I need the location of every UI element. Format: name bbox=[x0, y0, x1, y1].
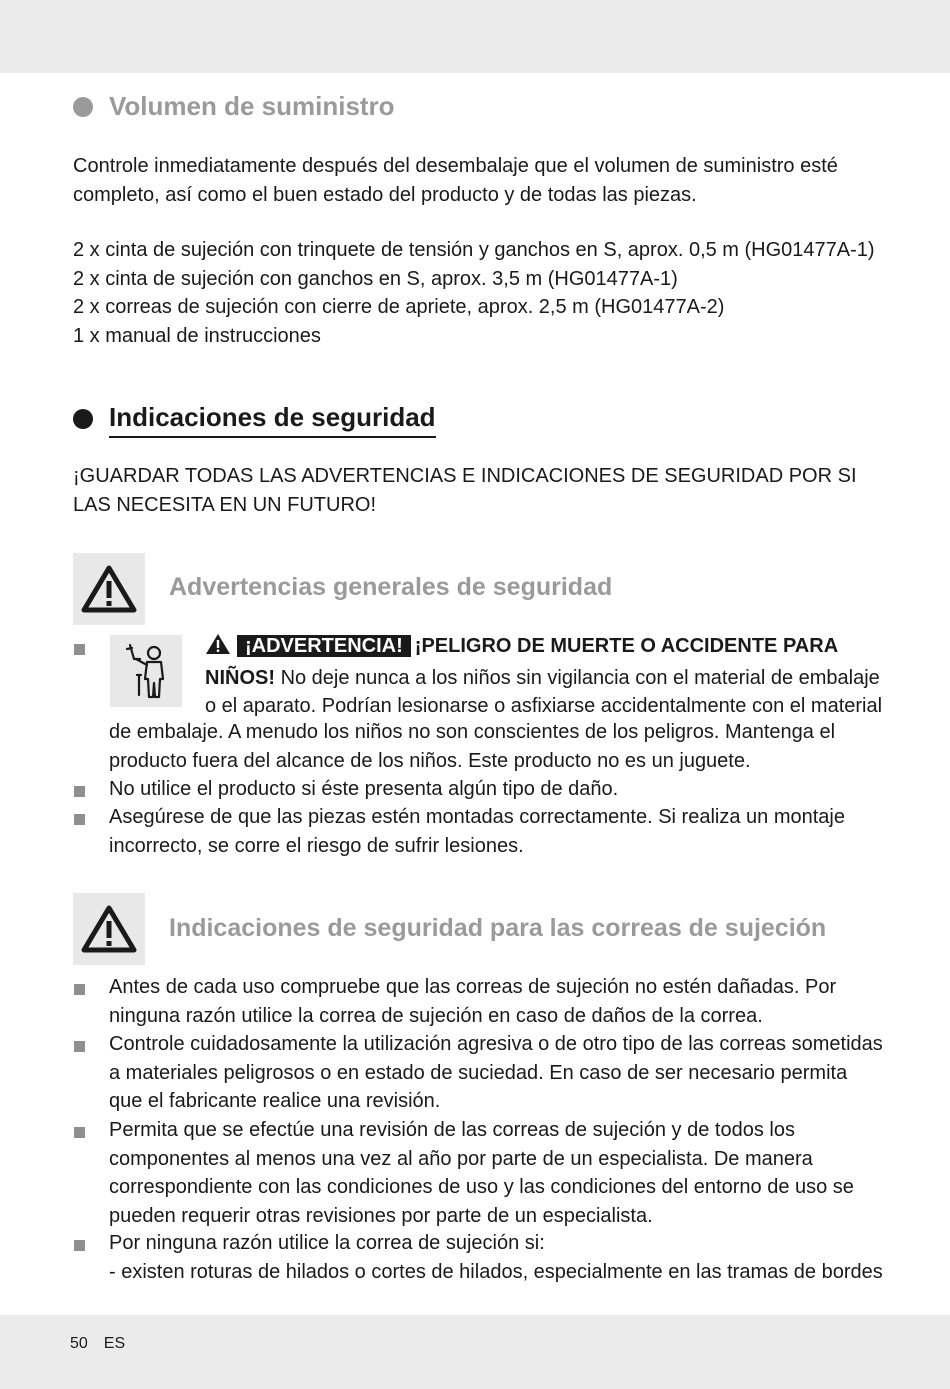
supply-item: 1 x manual de instrucciones bbox=[73, 324, 321, 347]
warning-triangle-icon bbox=[73, 553, 145, 625]
section-bullet-icon bbox=[73, 97, 93, 117]
supply-item: 2 x cinta de sujeción con trinquete de tensión y ganchos en S, aprox. 0,5 m (HG01477A-1) bbox=[73, 239, 875, 261]
list-bullet-icon bbox=[74, 984, 85, 995]
warning-rest: de embalaje. A menudo los niños no son conscientes de los peligros. Mantenga el producto fuera del alcance de los niños. Este producto no es un juguete. bbox=[109, 721, 836, 772]
list-bullet-icon bbox=[74, 786, 85, 797]
general-warnings-title: Advertencias generales de seguridad bbox=[169, 573, 613, 601]
warning-line2: No deje nunca a los niños sin vigilancia con el material de embalaje bbox=[280, 666, 880, 689]
list-bullet-icon bbox=[74, 1240, 85, 1251]
intro-paragraph: Controle inmediatamente después del desembalaje que el volumen de suministro esté completo, así como el buen estado del producto y de todas las piezas. bbox=[73, 155, 838, 206]
section-title-text: Indicaciones de seguridad bbox=[109, 402, 436, 438]
top-band bbox=[0, 0, 950, 73]
warning-triangle-icon bbox=[73, 893, 145, 965]
straps-bullet: Controle cuidadosamente la utilización agresiva o de otro tipo de las correas sometidas a materiales peligrosos o en estado de suciedad. En caso de ser necesario permita que el fabricante realice una revisión. bbox=[109, 1033, 883, 1112]
warning-heading: ¡PELIGRO DE MUERTE O ACCIDENTE PARA NIÑOS! bbox=[205, 635, 838, 689]
list-bullet-icon bbox=[74, 1127, 85, 1138]
general-bullet: No utilice el producto si éste presenta algún tipo de daño. bbox=[109, 778, 619, 800]
warning-label: ¡ADVERTENCIA! bbox=[237, 635, 411, 657]
page-footer bbox=[70, 1335, 141, 1353]
bottom-band bbox=[0, 1315, 950, 1389]
section-bullet-icon bbox=[73, 409, 93, 429]
supply-item: 2 x cinta de sujeción con ganchos en S, aprox. 3,5 m (HG01477A-1) bbox=[73, 267, 678, 290]
general-bullet: Asegúrese de que las piezas estén montadas correctamente. Si realiza un montaje incorrecto, se corre el riesgo de sufrir lesiones. bbox=[109, 806, 845, 857]
straps-bullet: Antes de cada uso compruebe que las correas de sujeción no estén dañadas. Por ninguna razón utilice la correa de sujeción en caso de daños de la correa. bbox=[109, 976, 837, 1027]
section-title-volumen: Volumen de suministro bbox=[109, 91, 395, 121]
page-number: 50 bbox=[70, 1335, 88, 1352]
language-code: ES bbox=[103, 1335, 126, 1352]
straps-sub-item: - existen roturas de hilados o cortes de hilados, especialmente en las tramas de bordes bbox=[109, 1261, 883, 1283]
warning-triangle-icon bbox=[205, 633, 231, 664]
list-bullet-icon bbox=[74, 1041, 85, 1052]
straps-bullet: Por ninguna razón utilice la correa de sujeción si: bbox=[109, 1232, 545, 1254]
section-title-seguridad bbox=[109, 402, 436, 433]
list-bullet-icon bbox=[74, 814, 85, 825]
child-hazard-icon bbox=[110, 635, 182, 707]
warning-block bbox=[205, 632, 885, 721]
list-bullet-icon bbox=[74, 644, 85, 655]
straps-bullet: Permita que se efectúe una revisión de las correas de sujeción y de todos los componentes al menos una vez al año por parte de un especialista. De manera correspondiente con las condiciones de uso y las condiciones del entorno de uso se pueden requerir otras revisiones por parte de un especialista. bbox=[109, 1119, 854, 1227]
caps-notice: ¡GUARDAR TODAS LAS ADVERTENCIAS E INDICACIONES DE SEGURIDAD POR SI LAS NECESITA EN UN FUTURO! bbox=[73, 465, 857, 516]
warning-line3: o el aparato. Podrían lesionarse o asfixiarse accidentalmente con el material bbox=[205, 695, 883, 717]
straps-title: Indicaciones de seguridad para las correas de sujeción bbox=[169, 914, 827, 942]
supply-list bbox=[73, 236, 883, 350]
supply-item: 2 x correas de sujeción con cierre de apriete, aprox. 2,5 m (HG01477A-2) bbox=[73, 296, 725, 318]
